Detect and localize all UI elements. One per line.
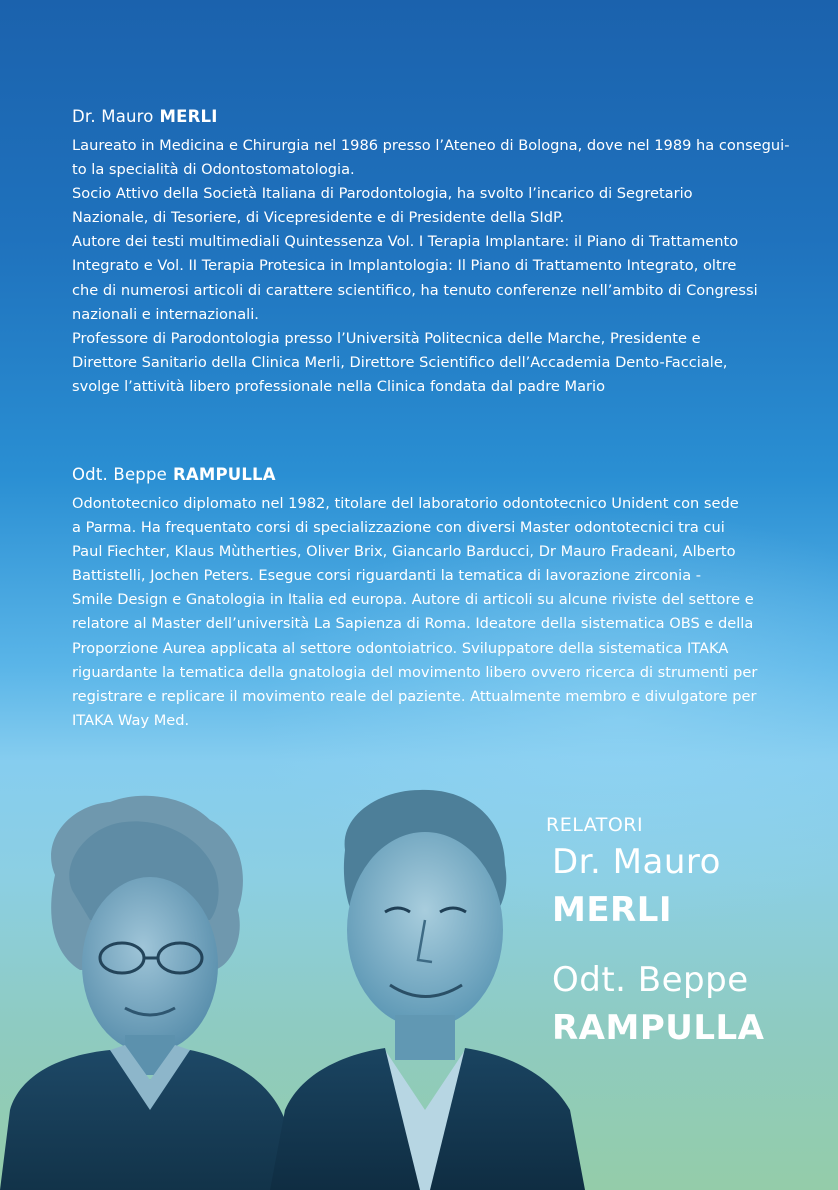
bio-text: Laureato in Medicina e Chirurgia nel 1986 presso l’Ateneo di Bologna, dove nel 1989 ha consegui- to la specialità di Odontostomatologia. Socio Attivo della Società Italiana di Parodontologia, ha svolto l’incarico di Segretario Nazionale, di Tesoriere, di Vicepresidente e di Presidente della SIdP. Autore dei testi multimediali Quintessenza Vol. I Terapia Implantare: il Piano di Trattamento Integrato e Vol. II Terapia Protesica in Implantologia: Il Piano di Trattamento Integrato, oltre che di numerosi articoli di carattere scientifico, ha tenuto conferenze nell’ambito di Congressi nazionali e internazionali. Professore di Parodontologia presso l’Università Politecnica delle Marche, Presidente e Direttore Sanitario della Clinica Merli, Direttore Scientifico dell’Accademia Dento-Facciale, svolge l’attività libero professionale nella Clinica fondata dal padre Mario <box>72 137 790 395</box>
bio-mauro-merli <box>72 106 812 399</box>
bio-last-name: RAMPULLA <box>172 465 276 484</box>
speaker-2-first-name: Odt. Beppe <box>552 960 749 1000</box>
speaker-right-figure <box>270 790 585 1190</box>
speaker-1-last-name: MERLI <box>552 890 673 930</box>
bio-first-name: Dr. Mauro <box>72 107 154 126</box>
speakers-photo <box>0 780 620 1190</box>
bio-last-name: MERLI <box>159 107 218 126</box>
relatori-heading: RELATORI <box>546 814 644 836</box>
bio-first-name: Odt. Beppe <box>72 465 167 484</box>
speaker-left-figure <box>0 796 300 1190</box>
bio-name <box>72 106 812 128</box>
bio-name <box>72 464 812 486</box>
bio-text: Odontotecnico diplomato nel 1982, titolare del laboratorio odontotecnico Unident con sede a Parma. Ha frequentato corsi di specializzazione con diversi Master odontotecnici tra cui Paul Fiechter, Klaus Mùtherties, Oliver Brix, Giancarlo Barducci, Dr Mauro Fradeani, Alberto Battistelli, Jochen Peters. Esegue corsi riguardanti la tematica di lavorazione zirconia - Smile Design e Gnatologia in Italia ed europa. Autore di articoli su alcune riviste del settore e relatore al Master dell’università La Sapienza di Roma. Ideatore della sistematica OBS e della Proporzione Aurea applicata al settore odontoiatrico. Sviluppatore della sistematica ITAKA riguardante la tematica della gnatologia del movimento libero ovvero ricerca di strumenti per registrare e replicare il movimento reale del paziente. Attualmente membro e divulgatore per ITAKA Way Med. <box>72 495 758 729</box>
speaker-2-last-name: RAMPULLA <box>552 1008 765 1048</box>
bio-beppe-rampulla <box>72 464 812 733</box>
speaker-1-first-name: Dr. Mauro <box>552 842 721 882</box>
